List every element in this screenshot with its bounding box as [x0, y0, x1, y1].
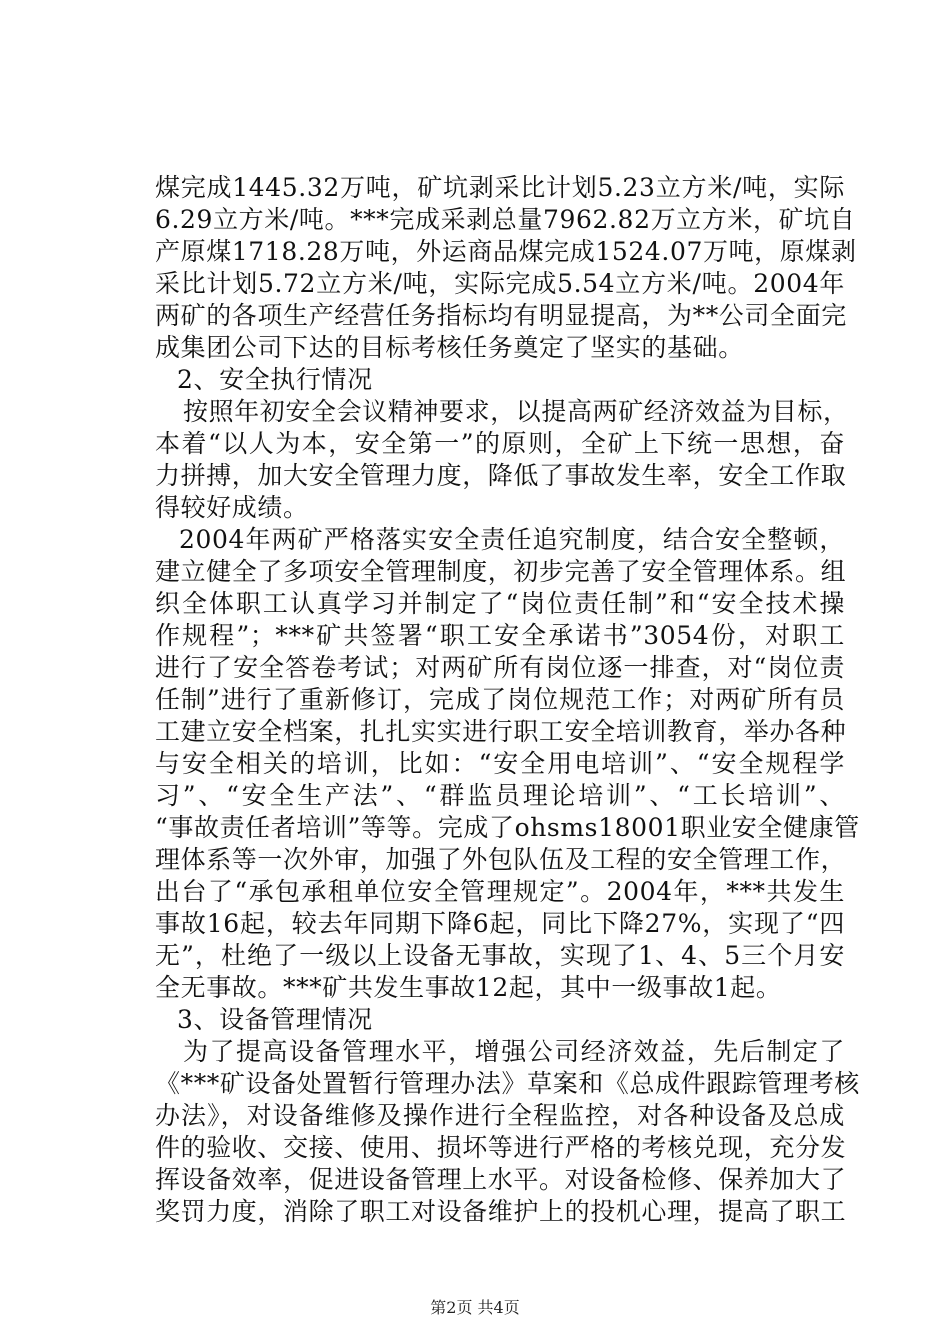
text-line: 全无事故。***矿共发生事故12起，其中一级事故1起。 [155, 973, 782, 1002]
document-body [155, 172, 860, 1228]
section-heading-safety: 2、安全执行情况 [177, 365, 373, 394]
text-line: 件的验收、交接、使用、损坏等进行严格的考核兑现，充分发 [155, 1133, 847, 1162]
text-line: 习”、“安全生产法”、“群监员理论培训”、“工长培训”、 [155, 781, 845, 810]
text-line: 为了提高设备管理水平，增强公司经济效益，先后制定了 [183, 1037, 845, 1066]
text-line: 挥设备效率，促进设备管理上水平。对设备检修、保养加大了 [155, 1165, 847, 1194]
text-line: 建立健全了多项安全管理制度，初步完善了安全管理体系。组 [155, 557, 847, 586]
text-line: 任制”进行了重新修订，完成了岗位规范工作；对两矿所有员 [155, 685, 845, 714]
text-line: 作规程”；***矿共签署“职工安全承诺书”3054份，对职工 [155, 621, 845, 650]
text-line: 办法》，对设备维修及操作进行全程监控，对各种设备及总成 [155, 1101, 845, 1130]
text-line: 采比计划5.72立方米/吨，实际完成5.54立方米/吨。2004年 [155, 269, 845, 298]
text-line: 按照年初安全会议精神要求，以提高两矿经济效益为目标， [183, 397, 849, 426]
text-line: 无”，杜绝了一级以上设备无事故，实现了1、4、5三个月安 [155, 941, 845, 970]
text-line: 成集团公司下达的目标考核任务奠定了坚实的基础。 [155, 333, 744, 362]
text-line: 6.29立方米/吨。***完成采剥总量7962.82万立方米，矿坑自 [155, 205, 856, 234]
text-line: 与安全相关的培训，比如：“安全用电培训”、“安全规程学 [155, 749, 845, 778]
text-line: 2004年两矿严格落实安全责任追究制度，结合安全整顿， [179, 525, 845, 554]
text-line: 理体系等一次外审，加强了外包队伍及工程的安全管理工作， [155, 845, 847, 874]
text-line: 出台了“承包承租单位安全管理规定”。2004年，***共发生 [155, 877, 845, 906]
text-line: 得较好成绩。 [155, 493, 309, 522]
text-line: 煤完成1445.32万吨，矿坑剥采比计划5.23立方米/吨，实际 [155, 173, 845, 202]
text-line: 产原煤1718.28万吨，外运商品煤完成1524.07万吨，原煤剥 [155, 237, 857, 266]
text-line: 工建立安全档案，扎扎实实进行职工安全培训教育，举办各种 [155, 717, 847, 746]
text-line: 两矿的各项生产经营任务指标均有明显提高，为**公司全面完 [155, 301, 847, 330]
text-line: 事故16起，较去年同期下降6起，同比下降27%，实现了“四 [155, 909, 845, 938]
text-line: 进行了安全答卷考试；对两矿所有岗位逐一排查，对“岗位责 [155, 653, 845, 682]
text-line: 本着“以人为本，安全第一”的原则，全矿上下统一思想，奋 [155, 429, 845, 458]
page-number-footer: 第2页 共4页 [430, 1298, 520, 1317]
text-line: 织全体职工认真学习并制定了“岗位责任制”和“安全技术操 [155, 589, 845, 618]
section-heading-equipment: 3、设备管理情况 [177, 1005, 373, 1034]
text-line: 《***矿设备处置暂行管理办法》草案和《总成件跟踪管理考核 [155, 1069, 860, 1098]
text-line: 奖罚力度，消除了职工对设备维护上的投机心理，提高了职工 [155, 1197, 847, 1226]
text-line: 力拼搏，加大安全管理力度，降低了事故发生率，安全工作取 [155, 461, 847, 490]
text-line: “事故责任者培训”等等。完成了ohsms18001职业安全健康管 [155, 813, 860, 842]
